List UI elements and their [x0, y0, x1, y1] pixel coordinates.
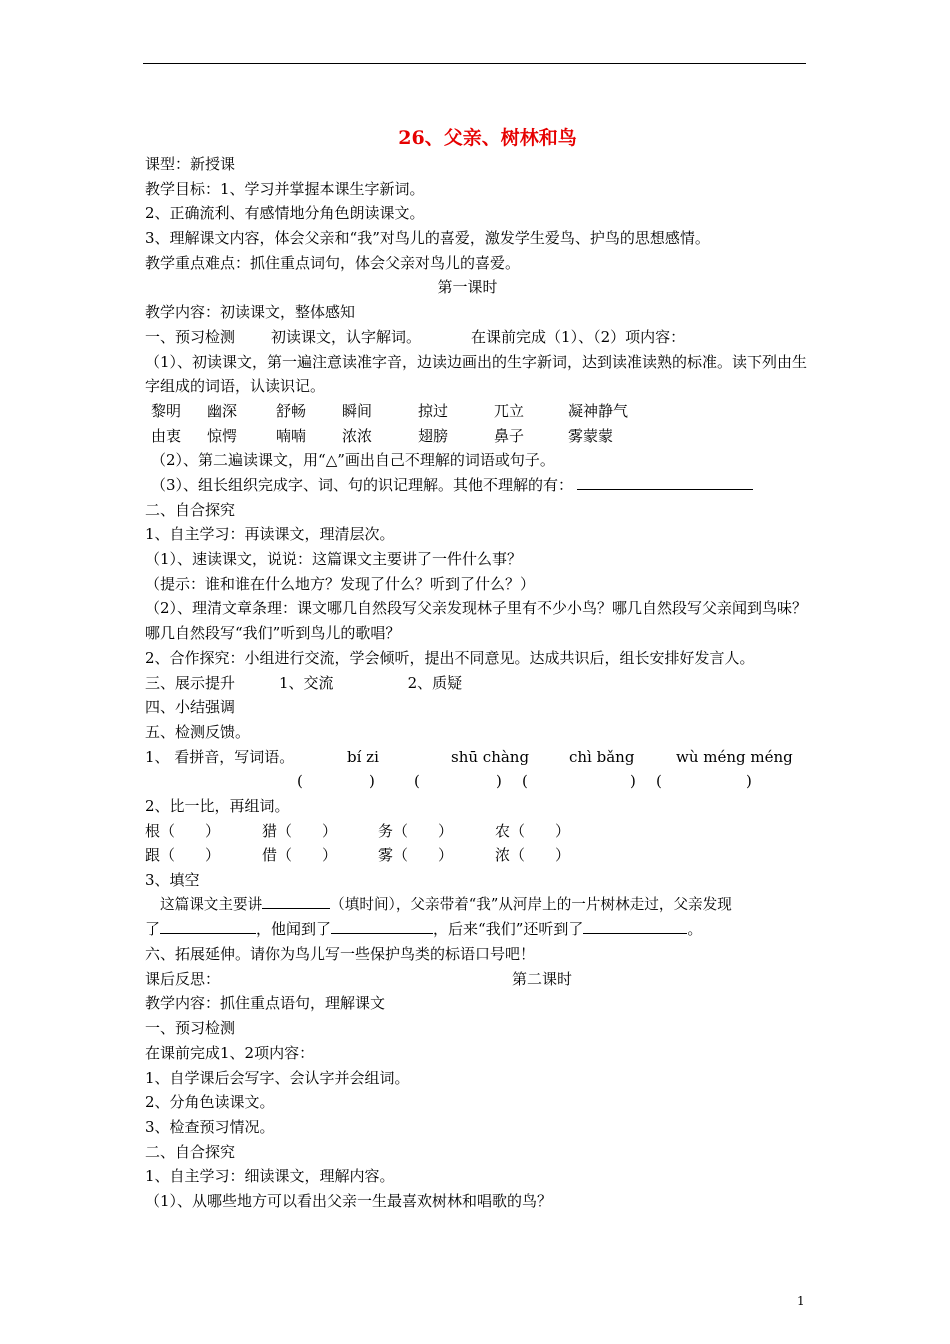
vocab-word: 掠过	[418, 401, 449, 420]
cooperative-study: 2、合作探究：小组进行交流，学会倾听，提出不同意见。达成共识后，组长安排好发言人。	[145, 648, 755, 667]
pinyin-word: shū chàng	[451, 747, 530, 766]
word-row	[145, 424, 810, 449]
preview-instruction: 在课前完成（1）、（2）项内容：	[471, 327, 686, 346]
section-feedback: 五、检测反馈。	[145, 722, 251, 741]
reflection-label: 课后反思：	[145, 969, 221, 988]
question-3: （1）、从哪些地方可以看出父亲一生最喜欢树林和唱歌的鸟？	[145, 1191, 553, 1210]
fill-heading: 3、填空	[145, 871, 200, 889]
answer-blank[interactable]	[577, 474, 753, 490]
fill-blank[interactable]	[160, 918, 256, 934]
vocab-word: 惊愕	[207, 426, 238, 445]
compare-row	[145, 819, 810, 844]
fill-text: （填时间），父亲带着“我”从河岸上的一片树林走过，父亲发现	[330, 895, 732, 913]
preview-heading: 一、预习检测	[145, 327, 236, 346]
answer-paren-close: )	[630, 772, 636, 791]
compare-item: 借（ ）	[262, 846, 338, 865]
vocab-word: 瞬间	[342, 401, 373, 420]
preview-line	[145, 325, 810, 350]
preview-item-1: 1、自学课后会写字、会认字并会组词。	[145, 1068, 410, 1087]
preview-item-3: 3、检查预习情况。	[145, 1117, 275, 1136]
compare-item: 农（ ）	[495, 821, 571, 840]
vocab-word: 雾蒙蒙	[568, 426, 614, 445]
pinyin-instruction: 1、 看拼音，写词语。	[145, 747, 295, 766]
section-show	[145, 671, 810, 696]
section-summary: 四、小结强调	[145, 698, 236, 717]
section-heading-lesson-2: 第二课时	[512, 969, 573, 988]
pinyin-word: bí zi	[347, 747, 379, 766]
fill-line-1	[145, 893, 810, 918]
question-2: （2）、理清文章条理：课文哪几自然段写父亲发现林子里有不少小鸟？哪几自然段写父亲闻到鸟味？哪几自然段写“我们”听到鸟儿的歌唱？	[145, 599, 808, 643]
vocab-word: 由衷	[151, 426, 182, 445]
preview-item-2: 2、分角色读课文。	[145, 1093, 275, 1112]
compare-item: 务（ ）	[378, 821, 454, 840]
vocab-word: 黎明	[151, 401, 182, 420]
fill-line-2	[145, 917, 810, 942]
answer-paren-open: (	[656, 772, 662, 791]
pinyin-line	[145, 745, 810, 770]
compare-item: 雾（ ）	[378, 846, 454, 865]
header-rule	[143, 63, 806, 64]
pinyin-word: chì bǎng	[569, 747, 635, 766]
first-reading: （1）、初读课文，第一遍注意读准字音，边读边画出的生字新词，达到读准读熟的标准。读下列由生字组成的词语，认读识记。	[145, 352, 808, 396]
hint: （提示：谁和谁在什么地方？发现了什么？听到了什么？）	[145, 574, 536, 593]
compare-item: 跟（ ）	[145, 846, 221, 865]
show-item-2: 2、质疑	[407, 673, 463, 692]
vocab-word: 浓浓	[342, 426, 373, 445]
preview-task: 初读课文，认字解词。	[271, 327, 422, 346]
fill-text: 这篇课文主要讲	[160, 895, 263, 913]
word-row	[145, 399, 810, 424]
lesson-type: 课型：新授课	[145, 155, 236, 173]
vocab-word: 喃喃	[276, 426, 307, 445]
compare-row	[145, 843, 810, 868]
answer-paren-close: )	[746, 772, 752, 791]
vocab-word: 兀立	[494, 401, 525, 420]
answer-paren-open: (	[522, 772, 528, 791]
goal-2: 2、正确流利、有感情地分角色朗读课文。	[145, 204, 425, 223]
lesson-2-content: 教学内容：抓住重点语句，理解课文	[145, 994, 386, 1013]
answer-paren-open: (	[297, 772, 303, 791]
section-heading-lesson-1: 第一课时	[437, 278, 498, 297]
section-show-heading: 三、展示提升	[145, 673, 236, 692]
preview-heading-2: 一、预习检测	[145, 1019, 236, 1038]
compare-item: 浓（ ）	[495, 846, 571, 865]
fill-text: ，他闻到了	[256, 920, 332, 939]
answer-paren-close: )	[496, 772, 502, 791]
pinyin-word: wù méng méng	[676, 747, 793, 766]
vocab-word: 鼻子	[494, 426, 525, 445]
show-item-1: 1、交流	[279, 673, 334, 692]
pinyin-answer-row	[145, 769, 810, 794]
page-title: 26、父亲、树林和鸟	[398, 127, 577, 149]
fill-text: 。	[687, 920, 703, 939]
vocab-word: 舒畅	[276, 401, 307, 420]
vocab-word: 凝神静气	[568, 401, 629, 420]
section-explore-2: 二、自合探究	[145, 1142, 236, 1161]
section-explore: 二、自合探究	[145, 500, 236, 519]
self-study-2: 1、自主学习：细读课文，理解内容。	[145, 1167, 395, 1186]
reflection-line	[145, 967, 810, 992]
key-points: 教学重点难点：抓住重点词句，体会父亲对鸟儿的喜爱。	[145, 253, 521, 272]
fill-blank[interactable]	[262, 893, 330, 909]
fill-blank[interactable]	[331, 918, 433, 934]
group-task	[145, 473, 810, 498]
goal-1: 教学目标：1、学习并掌握本课生字新词。	[145, 179, 425, 198]
section-extension: 六、拓展延伸。请你为鸟儿写一些保护鸟类的标语口号吧！	[145, 945, 536, 964]
preview-instruction-2: 在课前完成1、2项内容：	[145, 1043, 315, 1062]
fill-blank[interactable]	[583, 918, 687, 934]
vocab-word: 翅膀	[418, 426, 449, 445]
second-reading: （2）、第二遍读课文，用“△”画出自己不理解的词语或句子。	[151, 451, 555, 470]
goal-3: 3、理解课文内容，体会父亲和“我”对鸟儿的喜爱，激发学生爱鸟、护鸟的思想感情。	[145, 229, 710, 248]
group-task-text: （3）、组长组织完成字、词、句的识记理解。其他不理解的有：	[151, 475, 574, 494]
vocab-word: 幽深	[207, 401, 238, 420]
compare-item: 猎（ ）	[262, 821, 338, 840]
compare-item: 根（ ）	[145, 821, 221, 840]
self-study: 1、自主学习：再读课文，理清层次。	[145, 525, 395, 544]
document-body	[145, 124, 810, 1214]
lesson-1-content: 教学内容：初读课文，整体感知	[145, 303, 356, 322]
fill-text: ，后来“我们”还听到了	[433, 920, 584, 939]
answer-paren-close: )	[369, 772, 375, 791]
question-1: （1）、速读课文，说说：这篇课文主要讲了一件什么事？	[145, 550, 523, 569]
page-number: 1	[797, 1294, 805, 1308]
compare-heading: 2、比一比，再组词。	[145, 796, 290, 815]
fill-text: 了	[145, 920, 161, 939]
answer-paren-open: (	[414, 772, 420, 791]
